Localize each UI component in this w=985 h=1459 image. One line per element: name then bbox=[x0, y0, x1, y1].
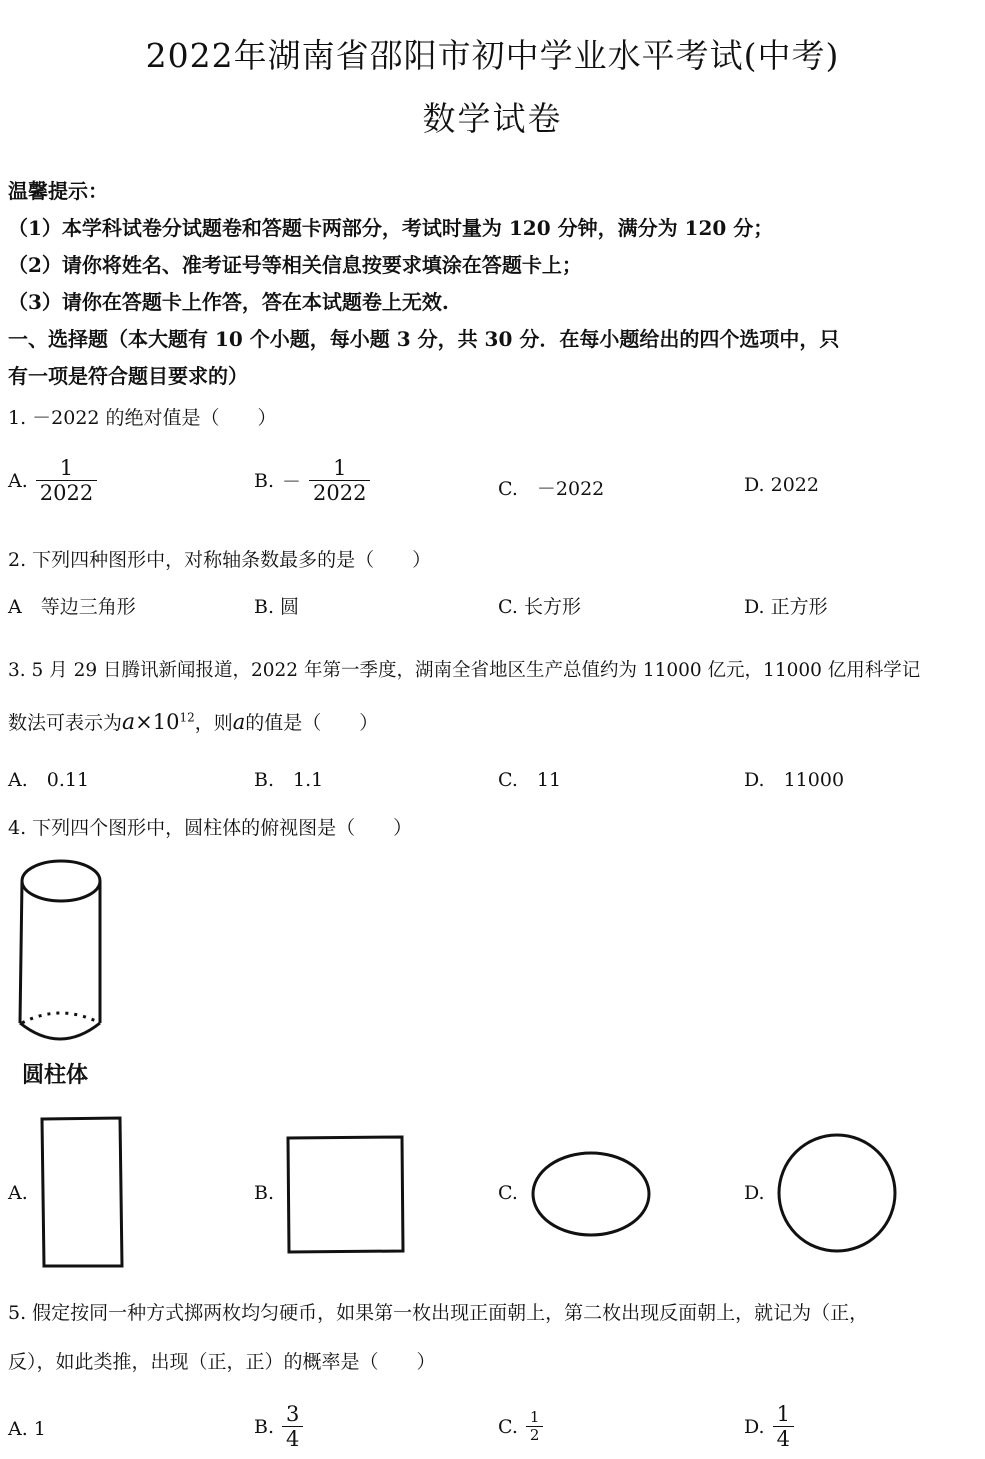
q2-option-d[interactable]: D. 正方形 bbox=[744, 596, 828, 618]
q4-option-d[interactable]: D. bbox=[744, 1182, 765, 1204]
q1-option-b[interactable] bbox=[254, 456, 370, 505]
question-1-stem: 1. －2022 的绝对值是（ ） bbox=[8, 407, 277, 429]
fraction-denominator: 2022 bbox=[309, 480, 370, 505]
section-header-line2: 有一项是符合题目要求的） bbox=[8, 364, 248, 388]
question-3-line2 bbox=[8, 708, 378, 735]
exam-subtitle: 数学试卷 bbox=[422, 99, 563, 138]
q1-option-c[interactable]: C. －2022 bbox=[498, 478, 605, 500]
q1-option-a-label: A. bbox=[8, 469, 28, 492]
q1-option-d[interactable]: D. 2022 bbox=[744, 474, 819, 496]
q4-option-b-square bbox=[284, 1134, 408, 1256]
q5-option-c[interactable] bbox=[498, 1409, 543, 1445]
q4-option-b[interactable]: B. bbox=[254, 1182, 275, 1204]
q5-option-c-label: C. bbox=[498, 1415, 518, 1438]
q4-option-c-ellipse bbox=[528, 1148, 654, 1240]
fraction-denominator: 4 bbox=[282, 1426, 303, 1451]
q5-option-b-label: B. bbox=[254, 1415, 275, 1438]
q1-option-b-fraction bbox=[309, 456, 370, 505]
q3-option-a[interactable]: A. 0.11 bbox=[8, 769, 90, 791]
q5-option-d[interactable] bbox=[744, 1402, 794, 1451]
exam-title: 2022年湖南省邵阳市初中学业水平考试(中考) bbox=[145, 36, 840, 75]
q5-option-b-fraction bbox=[282, 1402, 303, 1451]
fraction-denominator: 4 bbox=[773, 1426, 794, 1451]
q3-option-b[interactable]: B. 1.1 bbox=[254, 769, 324, 791]
question-3-line1: 3. 5 月 29 日腾讯新闻报道，2022 年第一季度，湖南全省地区生产总值约为 11000 亿元，11000 亿用科学记 bbox=[8, 660, 921, 681]
tip-item-1: （1）本学科试卷分试题卷和答题卡两部分，考试时量为 120 分钟，满分为 120 分； bbox=[8, 216, 774, 240]
q4-option-d-circle bbox=[774, 1130, 900, 1256]
q3-text-mid: ，则 bbox=[194, 712, 233, 734]
fraction-denominator: 2022 bbox=[36, 480, 97, 505]
cylinder-figure bbox=[12, 855, 112, 1055]
q1-option-b-label: B. bbox=[254, 469, 275, 492]
q2-option-b[interactable]: B. 圆 bbox=[254, 596, 300, 618]
q5-option-b[interactable] bbox=[254, 1402, 303, 1451]
question-5-line1: 5. 假定按同一种方式掷两枚均匀硬币，如果第一枚出现正面朝上，第二枚出现反面朝上，就记为（正， bbox=[8, 1302, 869, 1324]
q5-option-d-fraction bbox=[773, 1402, 794, 1451]
tip-item-3: （3）请你在答题卡上作答，答在本试题卷上无效. bbox=[8, 290, 449, 314]
q2-option-a[interactable]: A 等边三角形 bbox=[8, 596, 136, 618]
q1-option-a[interactable] bbox=[8, 456, 97, 505]
q3-exponent: 12 bbox=[179, 710, 195, 725]
q4-option-a[interactable]: A. bbox=[8, 1182, 28, 1204]
tips-heading: 温馨提示： bbox=[8, 179, 108, 203]
q3-var-a: a bbox=[122, 710, 136, 735]
section-header-line1: 一、选择题（本大题有 10 个小题，每小题 3 分，共 30 分．在每小题给出的四个选项中，只 bbox=[8, 327, 840, 351]
q1-option-b-sign: － bbox=[282, 471, 302, 494]
fraction-numerator: 3 bbox=[286, 1402, 300, 1426]
q3-text-post: 的值是（ ） bbox=[245, 712, 379, 734]
q3-text-pre: 数法可表示为 bbox=[8, 712, 123, 734]
tip-item-2: （2）请你将姓名、准考证号等相关信息按要求填涂在答题卡上； bbox=[8, 253, 582, 277]
fraction-numerator: 1 bbox=[529, 1408, 540, 1426]
q1-option-a-fraction bbox=[36, 456, 97, 505]
question-2-stem: 2. 下列四种图形中，对称轴条数最多的是（ ） bbox=[8, 549, 432, 571]
q4-option-c[interactable]: C. bbox=[498, 1182, 518, 1204]
fraction-numerator: 1 bbox=[776, 1402, 790, 1426]
fraction-numerator: 1 bbox=[59, 456, 74, 480]
q5-option-d-label: D. bbox=[744, 1415, 765, 1438]
fraction-numerator: 1 bbox=[333, 456, 347, 480]
q5-option-c-fraction bbox=[526, 1409, 544, 1445]
q2-option-c[interactable]: C. 长方形 bbox=[498, 596, 581, 618]
q3-option-c[interactable]: C. 11 bbox=[498, 769, 562, 791]
q3-times-ten: ×10 bbox=[135, 710, 180, 734]
q3-var-a-2: a bbox=[232, 710, 246, 734]
fraction-denominator: 2 bbox=[526, 1426, 544, 1444]
q5-option-a[interactable]: A. 1 bbox=[8, 1418, 46, 1440]
cylinder-label: 圆柱体 bbox=[22, 1063, 89, 1088]
q3-option-d[interactable]: D. 11000 bbox=[744, 769, 845, 791]
question-4-stem: 4. 下列四个图形中，圆柱体的俯视图是（ ） bbox=[8, 817, 413, 839]
question-5-line2: 反），如此类推，出现（正，正）的概率是（ ） bbox=[8, 1351, 436, 1373]
q4-option-a-rectangle bbox=[38, 1115, 128, 1270]
